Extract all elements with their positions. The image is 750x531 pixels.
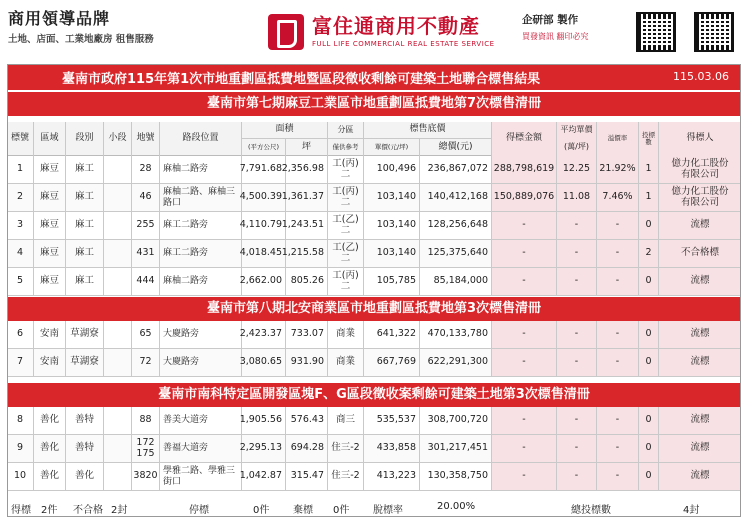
total-bids-label: 總投標數 <box>571 505 611 516</box>
cell-winner: 流標 <box>659 268 741 295</box>
cell-zone: 工(乙)二 <box>328 240 364 267</box>
cell-bids: 1 <box>639 184 659 211</box>
abandon-label: 棄標 <box>293 505 313 516</box>
cell-no: 8 <box>7 407 34 434</box>
cell-avg: - <box>557 463 597 490</box>
cell-lot: 28 <box>132 156 160 183</box>
cell-section: 草湖寮 <box>66 349 104 376</box>
cell-no: 9 <box>7 435 34 462</box>
col-winner: 得標人 <box>659 122 741 156</box>
cell-premium: - <box>597 407 639 434</box>
cell-bids: 0 <box>639 321 659 348</box>
cell-bids: 0 <box>639 435 659 462</box>
col-lot: 地號 <box>132 122 160 156</box>
invalid-count: 2封 <box>111 505 128 516</box>
table-row <box>7 463 741 491</box>
cell-no: 3 <box>7 212 34 239</box>
producer-block <box>522 12 589 42</box>
cell-sub <box>104 184 132 211</box>
cell-no: 7 <box>7 349 34 376</box>
cell-lot: 255 <box>132 212 160 239</box>
cell-won: - <box>492 435 557 462</box>
cell-total: 308,700,720 <box>420 407 492 434</box>
cell-sub <box>104 435 132 462</box>
cell-lot: 72 <box>132 349 160 376</box>
section-title: 臺南市南科特定區開發區塊F、G區段徵收案剩餘可建築土地第3次標售清冊 <box>7 383 741 407</box>
col-area: 區域 <box>34 122 66 156</box>
cell-sqm: 2,423.37 <box>242 321 286 348</box>
cell-sub <box>104 321 132 348</box>
col-avg-unit: (萬/坪) <box>557 139 597 156</box>
col-premium: 溢價率 <box>597 122 639 156</box>
table-row <box>7 240 741 268</box>
producer-title: 企研部 製作 <box>522 14 579 26</box>
cell-premium: - <box>597 463 639 490</box>
table-row <box>7 435 741 463</box>
cell-won: - <box>492 407 557 434</box>
cell-road: 善福大道旁 <box>160 435 242 462</box>
cell-zone: 工(丙)二 <box>328 268 364 295</box>
cell-sqm: 7,791.68 <box>242 156 286 183</box>
cell-sub <box>104 407 132 434</box>
col-road: 路段位置 <box>160 122 242 156</box>
won-label: 得標 <box>11 505 31 516</box>
stop-label: 停標 <box>189 505 209 516</box>
logo-mark-icon <box>268 14 304 50</box>
col-total-price: 總價(元) <box>420 139 492 156</box>
logo-english-name: FULL LIFE COMMERCIAL REAL ESTATE SERVICE <box>312 40 495 48</box>
cell-section: 麻工 <box>66 156 104 183</box>
cell-unit: 100,496 <box>364 156 420 183</box>
col-reserve: 標售底價 <box>364 122 492 139</box>
won-count: 2件 <box>41 505 58 516</box>
cell-ping: 576.43 <box>286 407 328 434</box>
table-row <box>7 156 741 184</box>
cell-ping: 1,215.58 <box>286 240 328 267</box>
cell-ping: 733.07 <box>286 321 328 348</box>
col-unit-price: 單價(元/坪) <box>364 139 420 156</box>
summary-footer <box>7 499 741 517</box>
cell-bids: 1 <box>639 156 659 183</box>
cell-ping: 931.90 <box>286 349 328 376</box>
cell-won: - <box>492 463 557 490</box>
cell-no: 5 <box>7 268 34 295</box>
cell-section: 草湖寮 <box>66 321 104 348</box>
take-rate-label: 脫標率 <box>373 505 403 516</box>
cell-ping: 2,356.98 <box>286 156 328 183</box>
cell-winner: 流標 <box>659 349 741 376</box>
invalid-label: 不合格 <box>73 505 103 516</box>
brand-subtitle: 土地、店面、工業地廠房 租售服務 <box>8 34 154 45</box>
cell-winner: 億力化工股份有限公司 <box>659 156 741 183</box>
cell-lot: 46 <box>132 184 160 211</box>
table-row <box>7 321 741 349</box>
cell-lot: 444 <box>132 268 160 295</box>
cell-area: 麻豆 <box>34 212 66 239</box>
cell-ping: 805.26 <box>286 268 328 295</box>
cell-unit: 105,785 <box>364 268 420 295</box>
cell-zone: 住三-2 <box>328 435 364 462</box>
cell-area: 麻豆 <box>34 156 66 183</box>
cell-sub <box>104 349 132 376</box>
cell-won: - <box>492 349 557 376</box>
take-rate: 20.00% <box>437 501 476 512</box>
cell-unit: 413,223 <box>364 463 420 490</box>
qr-code-icon <box>694 12 734 52</box>
cell-no: 10 <box>7 463 34 490</box>
cell-won: - <box>492 268 557 295</box>
cell-road: 麻工二路旁 <box>160 212 242 239</box>
cell-lot: 431 <box>132 240 160 267</box>
cell-bids: 0 <box>639 463 659 490</box>
cell-sub <box>104 156 132 183</box>
cell-area: 麻豆 <box>34 240 66 267</box>
cell-unit: 103,140 <box>364 240 420 267</box>
cell-avg: 12.25 <box>557 156 597 183</box>
cell-lot: 88 <box>132 407 160 434</box>
cell-avg: - <box>557 240 597 267</box>
qr-code-icon <box>636 12 676 52</box>
cell-avg: - <box>557 268 597 295</box>
company-logo <box>268 8 508 58</box>
cell-premium: 7.46% <box>597 184 639 211</box>
cell-section: 麻工 <box>66 212 104 239</box>
cell-sqm: 1,905.56 <box>242 407 286 434</box>
cell-sqm: 3,080.65 <box>242 349 286 376</box>
cell-zone: 商業 <box>328 349 364 376</box>
page-header <box>0 0 750 64</box>
main-title: 臺南市政府115年第1次市地重劃區抵費地暨區段徵收剩餘可建築土地聯合標售結果 <box>62 72 541 87</box>
total-bids: 4封 <box>683 505 700 516</box>
cell-sub <box>104 212 132 239</box>
stop-count: 0件 <box>253 505 270 516</box>
cell-road: 麻柚二路旁 <box>160 268 242 295</box>
cell-total: 470,133,780 <box>420 321 492 348</box>
cell-section: 善特 <box>66 435 104 462</box>
cell-road: 麻工二路旁 <box>160 240 242 267</box>
cell-unit: 433,858 <box>364 435 420 462</box>
cell-road: 學雅二路、學雅三街口 <box>160 463 242 490</box>
cell-road: 大慶路旁 <box>160 349 242 376</box>
cell-avg: - <box>557 435 597 462</box>
cell-bids: 0 <box>639 268 659 295</box>
cell-section: 麻工 <box>66 240 104 267</box>
col-sqm: (平方公尺) <box>242 139 286 156</box>
cell-total: 301,217,451 <box>420 435 492 462</box>
cell-won: 150,889,076 <box>492 184 557 211</box>
cell-sqm: 1,042.87 <box>242 463 286 490</box>
cell-zone: 住三-2 <box>328 463 364 490</box>
col-zone-ref: 僅供參考 <box>328 139 364 156</box>
cell-area: 善化 <box>34 407 66 434</box>
cell-sub <box>104 463 132 490</box>
cell-premium: - <box>597 435 639 462</box>
cell-won: 288,798,619 <box>492 156 557 183</box>
cell-sqm: 2,662.00 <box>242 268 286 295</box>
cell-premium: - <box>597 349 639 376</box>
cell-winner: 流標 <box>659 463 741 490</box>
cell-sqm: 4,110.79 <box>242 212 286 239</box>
cell-winner: 不合格標 <box>659 240 741 267</box>
cell-avg: - <box>557 407 597 434</box>
cell-total: 128,256,648 <box>420 212 492 239</box>
cell-total: 236,867,072 <box>420 156 492 183</box>
cell-premium: - <box>597 321 639 348</box>
cell-premium: - <box>597 240 639 267</box>
cell-avg: 11.08 <box>557 184 597 211</box>
cell-ping: 315.47 <box>286 463 328 490</box>
cell-total: 125,375,640 <box>420 240 492 267</box>
cell-unit: 667,769 <box>364 349 420 376</box>
col-avg-price: 平均單價 <box>557 122 597 139</box>
cell-zone: 工(丙)二 <box>328 156 364 183</box>
cell-area: 麻豆 <box>34 268 66 295</box>
table-row <box>7 212 741 240</box>
col-no: 標號 <box>7 122 34 156</box>
cell-total: 130,358,750 <box>420 463 492 490</box>
cell-total: 85,184,000 <box>420 268 492 295</box>
cell-ping: 694.28 <box>286 435 328 462</box>
cell-won: - <box>492 240 557 267</box>
cell-lot: 65 <box>132 321 160 348</box>
cell-no: 4 <box>7 240 34 267</box>
table-row <box>7 268 741 296</box>
cell-sub <box>104 240 132 267</box>
col-bids: 投標數 <box>639 122 659 156</box>
table-row <box>7 349 741 377</box>
cell-avg: - <box>557 321 597 348</box>
cell-total: 140,412,168 <box>420 184 492 211</box>
cell-winner: 流標 <box>659 321 741 348</box>
cell-unit: 103,140 <box>364 212 420 239</box>
cell-area: 安南 <box>34 349 66 376</box>
abandon-count: 0件 <box>333 505 350 516</box>
cell-total: 622,291,300 <box>420 349 492 376</box>
cell-section: 善特 <box>66 407 104 434</box>
cell-unit: 103,140 <box>364 184 420 211</box>
cell-road: 善美大道旁 <box>160 407 242 434</box>
cell-sqm: 4,500.39 <box>242 184 286 211</box>
cell-area: 安南 <box>34 321 66 348</box>
section-title: 臺南市第八期北安商業區市地重劃區抵費地第3次標售清冊 <box>7 297 741 321</box>
main-title-bar <box>7 64 741 90</box>
cell-bids: 2 <box>639 240 659 267</box>
cell-area: 麻豆 <box>34 184 66 211</box>
cell-sqm: 2,295.13 <box>242 435 286 462</box>
cell-sqm: 4,018.45 <box>242 240 286 267</box>
brand-title: 商用領導品牌 <box>8 9 111 28</box>
cell-ping: 1,361.37 <box>286 184 328 211</box>
cell-road: 大慶路旁 <box>160 321 242 348</box>
cell-ping: 1,243.51 <box>286 212 328 239</box>
cell-bids: 0 <box>639 407 659 434</box>
cell-won: - <box>492 212 557 239</box>
cell-sub <box>104 268 132 295</box>
cell-zone: 工(丙)二 <box>328 184 364 211</box>
cell-area: 善化 <box>34 463 66 490</box>
cell-no: 2 <box>7 184 34 211</box>
col-ping: 坪 <box>286 139 328 156</box>
cell-winner: 億力化工股份有限公司 <box>659 184 741 211</box>
logo-name: 富住通商用不動產 <box>312 14 480 38</box>
cell-unit: 641,322 <box>364 321 420 348</box>
cell-no: 1 <box>7 156 34 183</box>
cell-zone: 商三 <box>328 407 364 434</box>
cell-premium: - <box>597 268 639 295</box>
cell-area: 善化 <box>34 435 66 462</box>
cell-premium: 21.92% <box>597 156 639 183</box>
cell-avg: - <box>557 349 597 376</box>
cell-winner: 流標 <box>659 435 741 462</box>
table-row <box>7 184 741 212</box>
cell-section: 善化 <box>66 463 104 490</box>
cell-winner: 流標 <box>659 407 741 434</box>
cell-lot: 3820 <box>132 463 160 490</box>
cell-zone: 商業 <box>328 321 364 348</box>
cell-section: 麻工 <box>66 268 104 295</box>
cell-bids: 0 <box>639 349 659 376</box>
producer-note: 買發資訊 翻印必究 <box>522 32 589 41</box>
col-section: 段別 <box>66 122 104 156</box>
brand-block <box>8 6 154 45</box>
col-size: 面積 <box>242 122 328 139</box>
cell-no: 6 <box>7 321 34 348</box>
col-zone: 分區 <box>328 122 364 139</box>
table-row <box>7 407 741 435</box>
cell-premium: - <box>597 212 639 239</box>
col-won-amount: 得標金額 <box>492 122 557 156</box>
report-date: 115.03.06 <box>673 70 729 83</box>
cell-unit: 535,537 <box>364 407 420 434</box>
cell-zone: 工(乙)二 <box>328 212 364 239</box>
cell-lot: 172 175 <box>132 435 160 462</box>
cell-avg: - <box>557 212 597 239</box>
section-title: 臺南市第七期麻豆工業區市地重劃區抵費地第7次標售清冊 <box>7 92 741 116</box>
col-subsection: 小段 <box>104 122 132 156</box>
table-header <box>7 122 741 156</box>
cell-road: 麻柚二路旁 <box>160 156 242 183</box>
cell-section: 麻工 <box>66 184 104 211</box>
cell-won: - <box>492 321 557 348</box>
cell-bids: 0 <box>639 212 659 239</box>
cell-road: 麻柚二路、麻柚三路口 <box>160 184 242 211</box>
cell-winner: 流標 <box>659 212 741 239</box>
